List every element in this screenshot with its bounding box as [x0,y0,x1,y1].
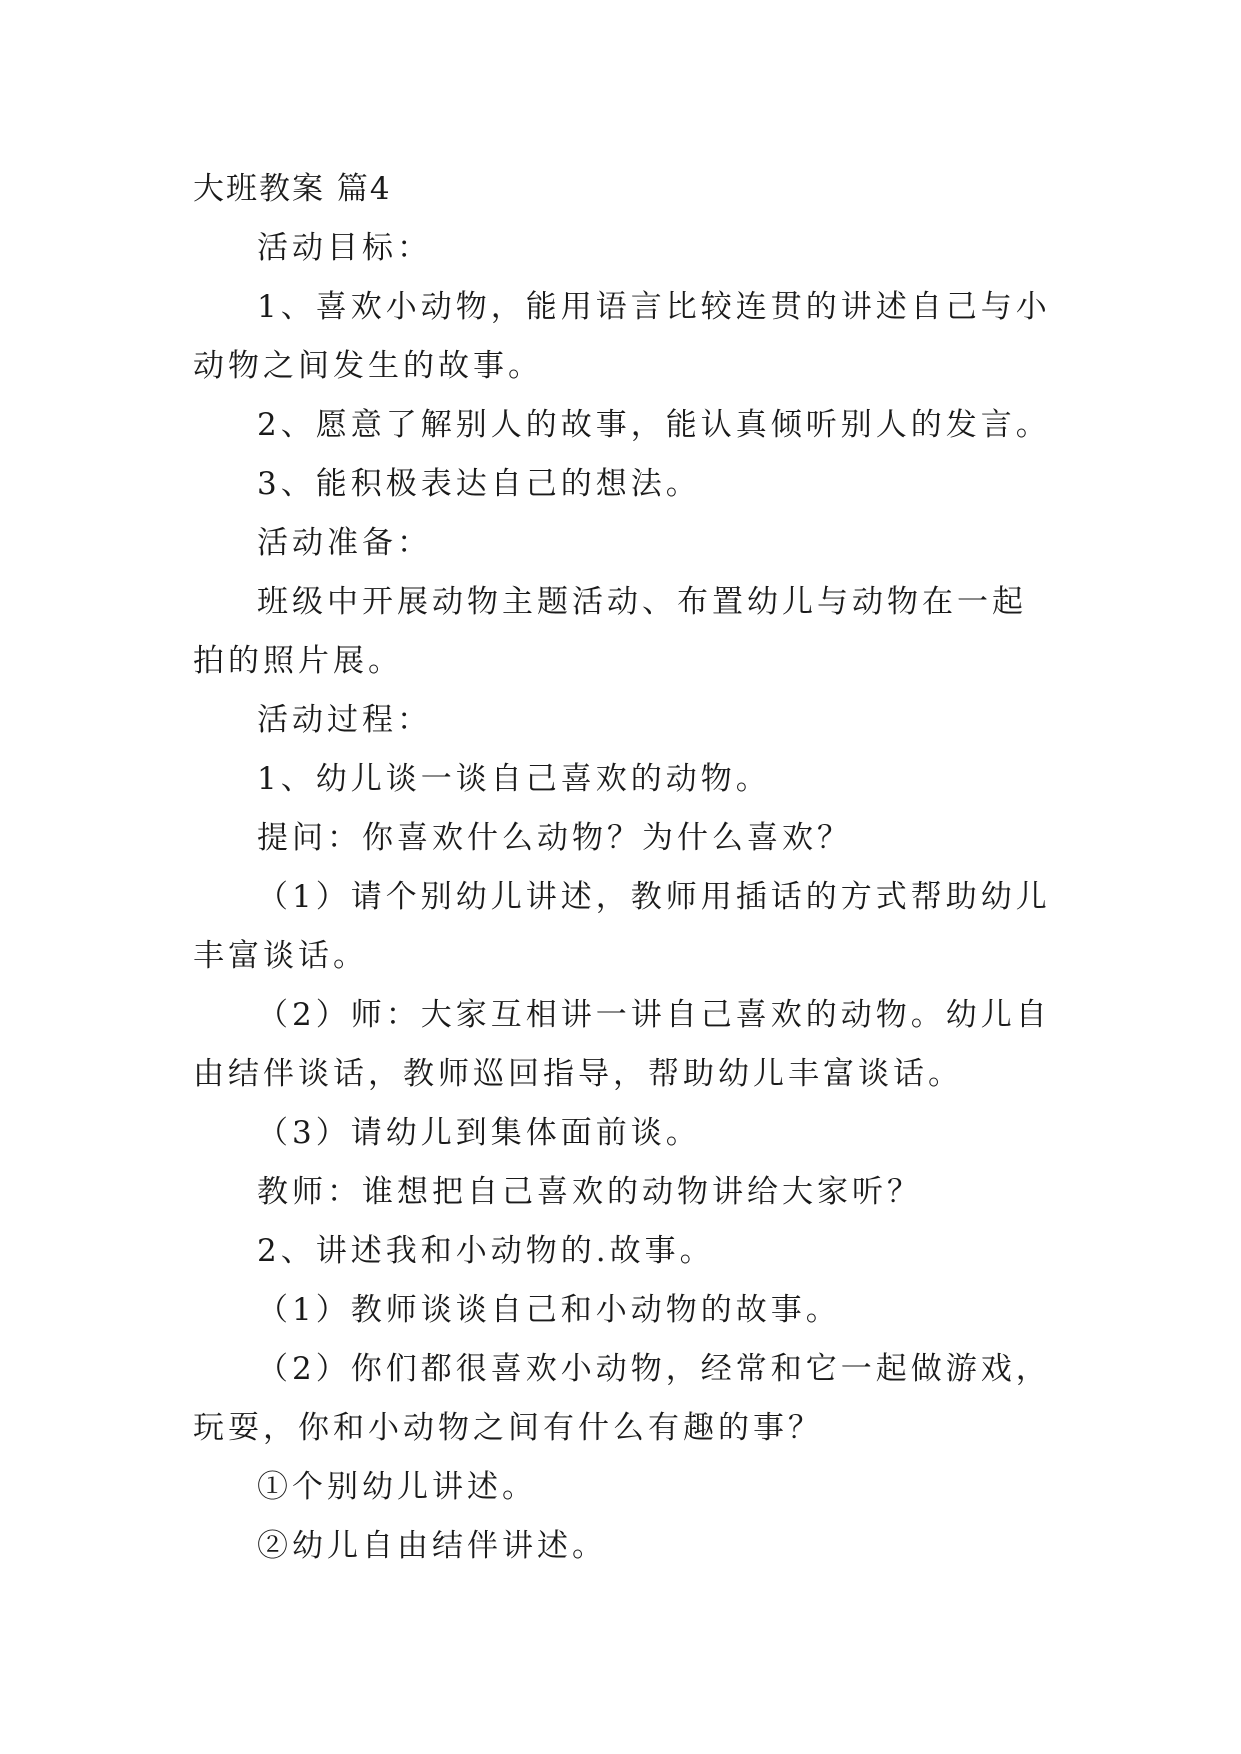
paragraph-activity-goals-heading: 活动目标： [257,230,432,266]
paragraph-teacher-prompt: 教师：谁想把自己喜欢的动物讲给大家听？ [257,1174,922,1210]
paragraph-process-heading: 活动过程： [257,702,432,738]
paragraph-step-1: 1、幼儿谈一谈自己喜欢的动物。 [257,761,771,797]
paragraph-goal-1: 1、喜欢小动物，能用语言比较连贯的讲述自己与小动物之间发生的故事。 [193,289,1051,384]
paragraph-goal-3: 3、能积极表达自己的想法。 [257,466,701,502]
paragraph-step-1-sub-3: （3）请幼儿到集体面前谈。 [257,1115,701,1151]
paragraph-step-2-sub-1: （1）教师谈谈自己和小动物的故事。 [257,1292,841,1328]
document-title: 大班教案 篇4 [193,171,392,207]
paragraph-step-2-sub-2: （2）你们都很喜欢小动物，经常和它一起做游戏，玩耍，你和小动物之间有什么有趣的事？ [193,1351,1051,1446]
paragraph-step-2-item-a: ①个别幼儿讲述。 [257,1469,537,1505]
paragraph-preparation: 班级中开展动物主题活动、布置幼儿与动物在一起拍的照片展。 [193,584,1027,679]
paragraph-preparation-heading: 活动准备： [257,525,432,561]
paragraph-step-2: 2、讲述我和小动物的.故事。 [257,1233,715,1269]
paragraph-step-1-sub-2: （2）师：大家互相讲一讲自己喜欢的动物。幼儿自由结伴谈话，教师巡回指导，帮助幼儿丰富谈话。 [193,997,1051,1092]
document-body [193,160,1053,1576]
paragraph-step-1-sub-1: （1）请个别幼儿讲述，教师用插话的方式帮助幼儿丰富谈话。 [193,879,1051,974]
paragraph-question: 提问：你喜欢什么动物？为什么喜欢？ [257,820,852,856]
paragraph-goal-2: 2、愿意了解别人的故事，能认真倾听别人的发言。 [257,407,1051,443]
paragraph-step-2-item-b: ②幼儿自由结伴讲述。 [257,1528,607,1564]
